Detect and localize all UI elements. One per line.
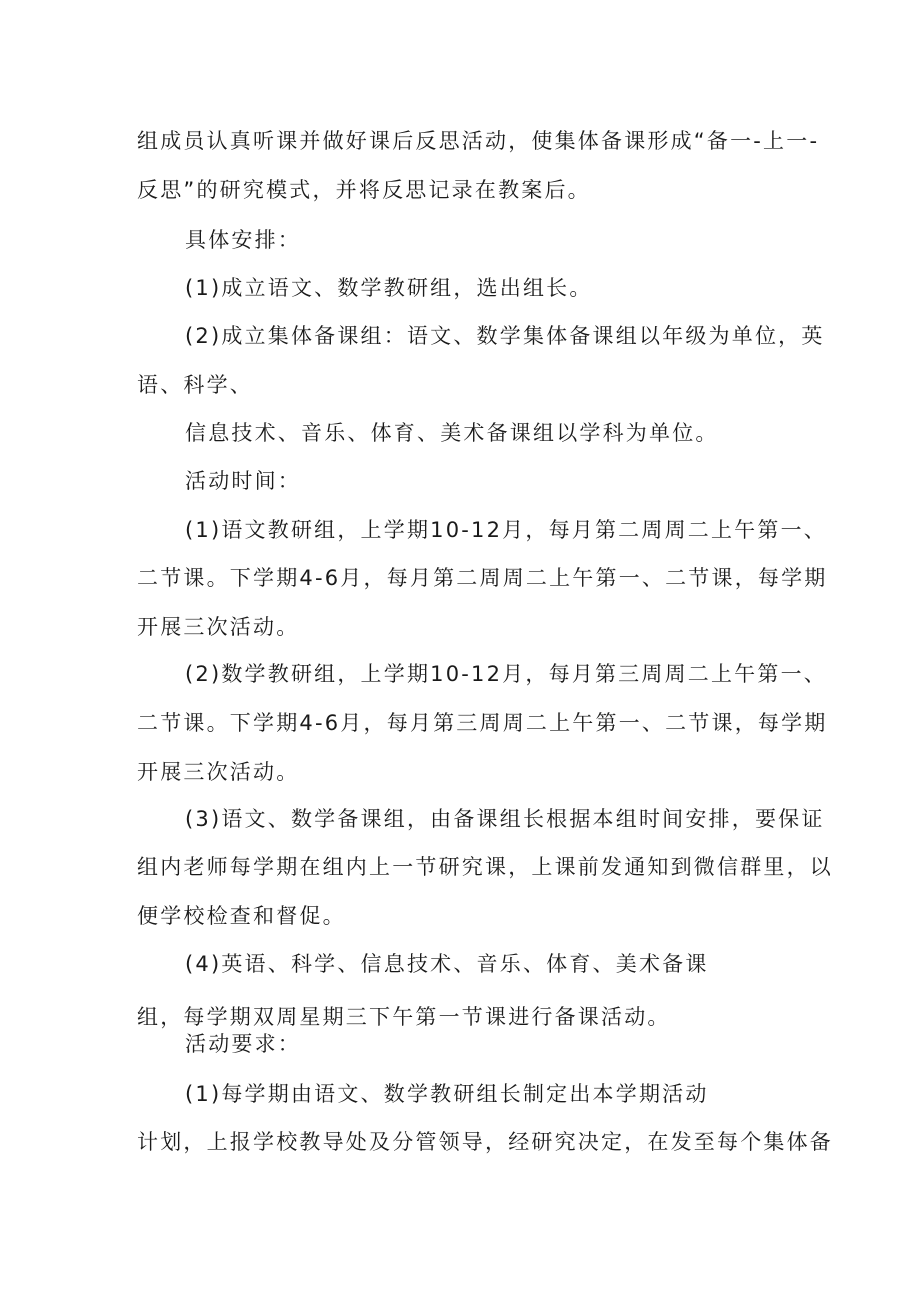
text-line: 信息技术、音乐、体育、美术备课组以学科为单位。 (185, 421, 719, 445)
list-item: (1)成立语文、数学教研组，选出组长。 (185, 276, 593, 300)
list-item: (3)语文、数学备课组，由备课组长根据本组时间安排，要保证 (185, 807, 825, 831)
text-line: 二节课。下学期4-6月，每月第三周周二上午第一、二节课，每学期 (137, 711, 828, 735)
list-item: (4)英语、科学、信息技术、音乐、体育、美术备课 (185, 952, 709, 976)
section-heading: 活动要求： (185, 1032, 301, 1056)
text-line: 组内老师每学期在组内上一节研究课，上课前发通知到微信群里，以 (137, 855, 833, 879)
section-heading: 活动时间： (185, 469, 301, 493)
text-line: 便学校检查和督促。 (137, 904, 346, 928)
text-line: 二节课。下学期4-6月，每月第二周周二上午第一、二节课，每学期 (137, 566, 828, 590)
text-line: 组，每学期双周星期三下午第一节课进行备课活动。 (137, 1005, 671, 1029)
text-line: 反思”的研究模式，并将反思记录在教案后。 (137, 178, 591, 202)
text-line: 开展三次活动。 (137, 615, 300, 639)
list-item: (2)数学教研组，上学期10-12月，每月第三周周二上午第一、 (185, 662, 827, 686)
section-heading: 具体安排： (185, 228, 301, 252)
text-line: 计划，上报学校教导处及分管领导，经研究决定，在发至每个集体备 (137, 1130, 833, 1154)
text-line: 组成员认真听课并做好课后反思活动，使集体备课形成“备一-上一- (137, 129, 820, 153)
list-item: (1)语文教研组，上学期10-12月，每月第二周周二上午第一、 (185, 518, 827, 542)
text-line: 开展三次活动。 (137, 760, 300, 784)
list-item: (1)每学期由语文、数学教研组长制定出本学期活动 (185, 1082, 709, 1106)
text-line: 语、科学、 (137, 373, 253, 397)
list-item: (2)成立集体备课组：语文、数学集体备课组以年级为单位，英 (185, 324, 825, 348)
